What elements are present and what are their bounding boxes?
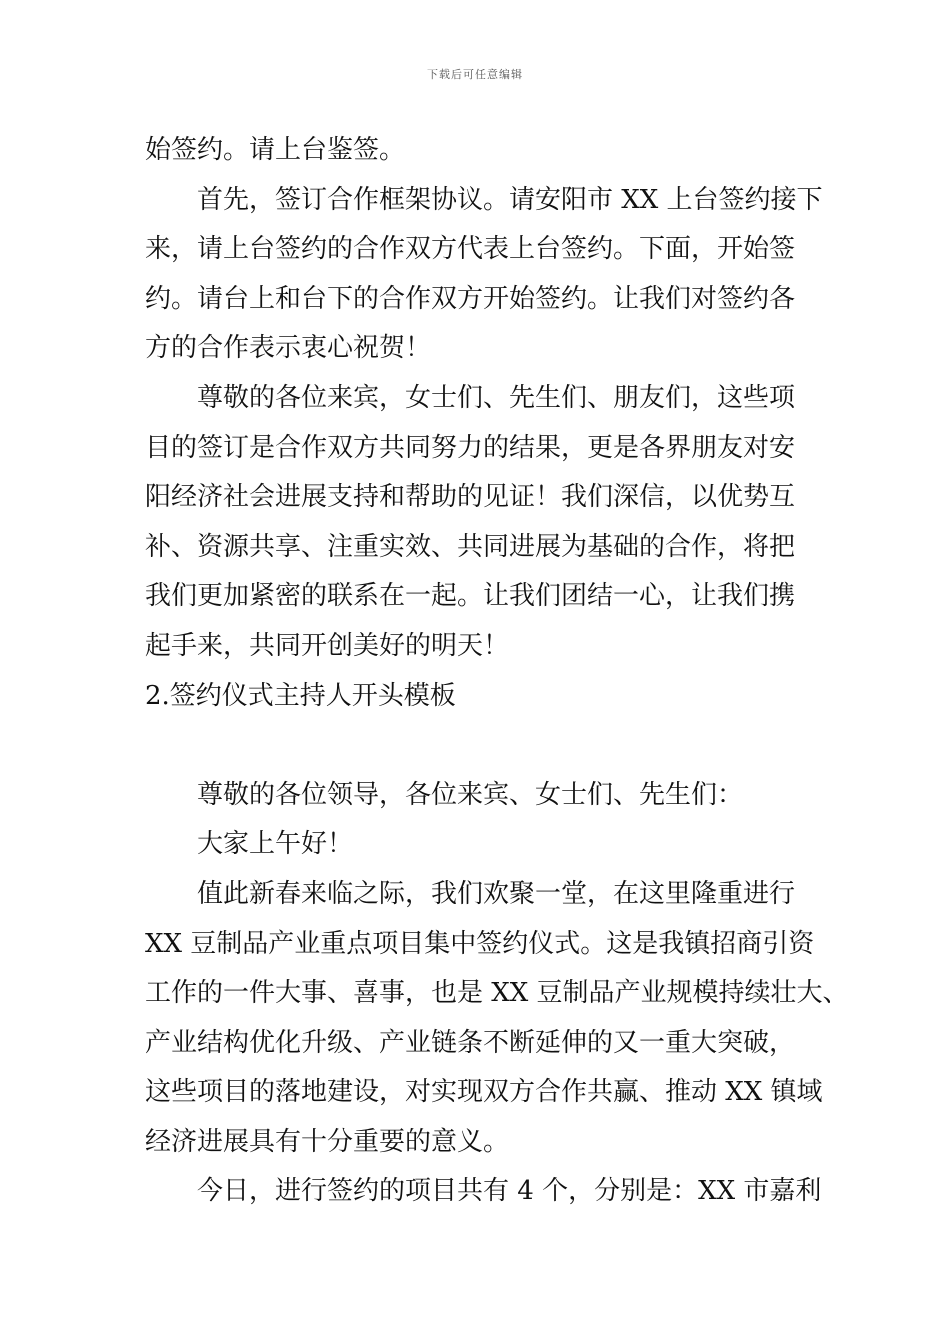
text-line: 工作的一件大事、喜事，也是 XX 豆制品产业规模持续壮大、 [145, 978, 849, 1009]
text-line: 首先，签订合作框架协议。请安阳市 XX 上台签约接下 [197, 184, 823, 215]
text-line: 值此新春来临之际，我们欢聚一堂，在这里隆重进行 [197, 878, 796, 909]
text-line: 今日，进行签约的项目共有 4 个，分别是：XX 市嘉利 [197, 1176, 822, 1207]
text-line: 大家上午好！ [197, 829, 354, 860]
text-line: 尊敬的各位领导，各位来宾、女士们、先生们： [197, 779, 744, 810]
text-line: 阳经济社会进展支持和帮助的见证！我们深信，以优势互 [145, 482, 796, 513]
text-line: 来，请上台签约的合作双方代表上台签约。下面，开始签 [145, 234, 796, 265]
text-line: 目的签订是合作双方共同努力的结果，更是各界朋友对安 [145, 432, 796, 463]
text-line: 经济进展具有十分重要的意义。 [145, 1126, 510, 1157]
text-line: 约。请台上和台下的合作双方开始签约。让我们对签约各 [145, 283, 796, 314]
document-body [145, 126, 849, 1217]
text-line: 2.签约仪式主持人开头模板 [145, 680, 456, 711]
text-line: XX 豆制品产业重点项目集中签约仪式。这是我镇招商引资 [145, 928, 815, 959]
text-line: 补、资源共享、注重实效、共同进展为基础的合作，将把 [145, 531, 796, 562]
text-line: 我们更加紧密的联系在一起。让我们团结一心，让我们携 [145, 581, 796, 612]
page-header: 下载后可任意编辑 [427, 68, 523, 81]
text-line: 这些项目的落地建设，对实现双方合作共赢、推动 XX 镇域 [145, 1077, 823, 1108]
text-line: 始签约。请上台鉴签。 [145, 135, 406, 165]
blank-line [145, 721, 815, 771]
text-line: 起手来，共同开创美好的明天！ [145, 630, 510, 661]
text-line: 产业结构优化升级、产业链条不断延伸的又一重大突破， [145, 1027, 796, 1058]
text-line: 尊敬的各位来宾，女士们、先生们、朋友们，这些项 [197, 382, 796, 413]
text-line: 方的合作表示衷心祝贺！ [145, 333, 432, 364]
